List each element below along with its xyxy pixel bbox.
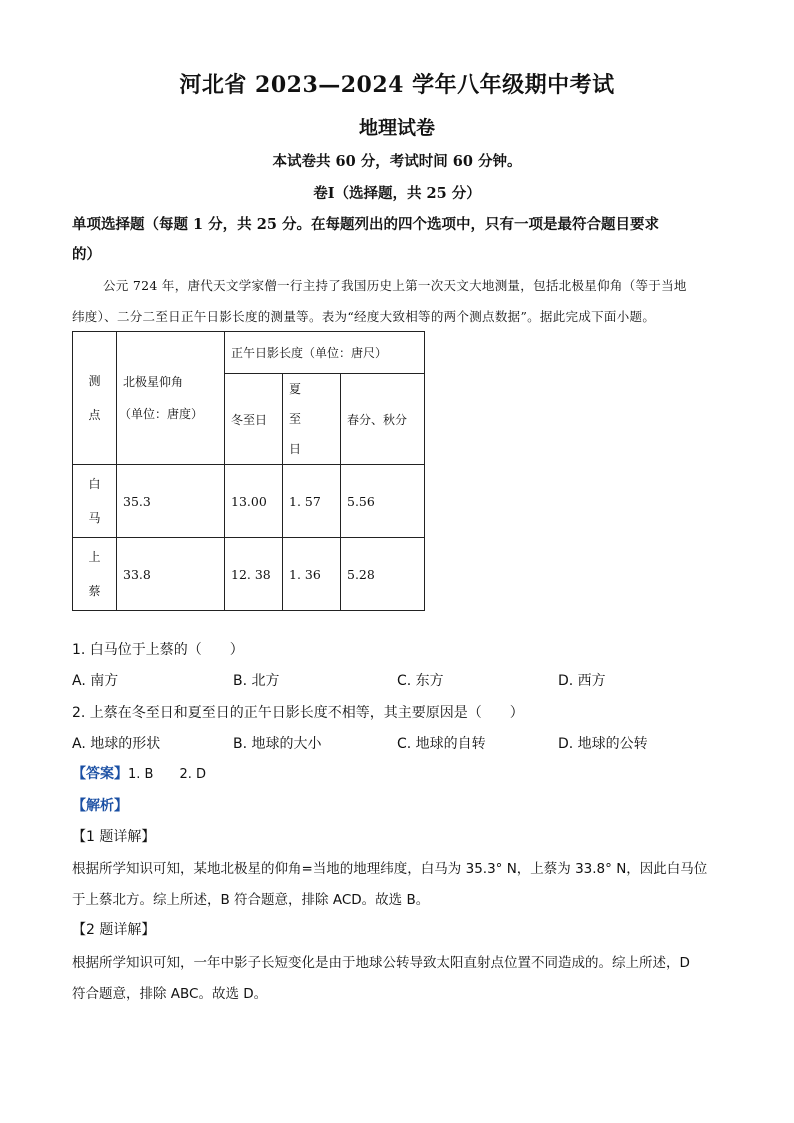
header-winter-text: 冬至日 xyxy=(231,412,268,427)
polaris-value: 33.8 xyxy=(117,538,225,611)
polaris-value: 35.3 xyxy=(117,465,225,538)
question-2-option-b[interactable]: B. 地球的大小 xyxy=(233,736,322,752)
header-summer-text: 夏至日 xyxy=(289,382,312,456)
header-polaris-unit: （单位：唐度） xyxy=(119,407,204,421)
q2-detail-line1: 根据所学知识可知，一年中影子长短变化是由于地球公转导致太阳直射点位置不同造成的。综上所述，D xyxy=(72,955,690,971)
question-1-option-b[interactable]: B. 北方 xyxy=(233,673,280,689)
analysis-label: 【解析】 xyxy=(72,798,128,814)
header-cell-polaris xyxy=(117,332,225,465)
answer-row xyxy=(72,763,206,783)
q1-detail-label: 【1 题详解】 xyxy=(72,829,156,845)
header-cell-shadow xyxy=(225,332,425,374)
header-point-text: 测点 xyxy=(88,374,101,422)
header-cell-point xyxy=(73,332,117,465)
question-2-option-d[interactable]: D. 地球的公转 xyxy=(558,736,648,752)
summer-value: 1. 36 xyxy=(283,538,341,611)
question-1-option-d[interactable]: D. 西方 xyxy=(558,673,606,689)
question-1-option-a[interactable]: A. 南方 xyxy=(72,673,119,689)
q2-detail-line2: 符合题意，排除 ABC。故选 D。 xyxy=(72,986,268,1002)
q1-detail-line1: 根据所学知识可知，某地北极星的仰角=当地的地理纬度，白马为 35.3° N，上蔡为 33.8° N，因此白马位 xyxy=(72,861,708,877)
q1-detail-line2: 于上蔡北方。综上所述，B 符合题意，排除 ACD。故选 B。 xyxy=(72,892,430,908)
header-polaris-text: 北极星仰角 xyxy=(123,375,184,389)
answer-value-2: 2. D xyxy=(179,767,207,782)
header-cell-equinox xyxy=(341,374,425,465)
question-1-option-c[interactable]: C. 东方 xyxy=(397,673,444,689)
summer-value: 1. 57 xyxy=(283,465,341,538)
passage-line2: 纬度）、二分二至日正午日影长度的测量等。表为“经度大致相等的两个测点数据”。据此完成下面小题。 xyxy=(72,309,656,324)
point-name: 白马 xyxy=(88,477,101,525)
q2-detail-label: 【2 题详解】 xyxy=(72,922,156,938)
answer-label: 【答案】 xyxy=(72,766,128,782)
question-2-option-a[interactable]: A. 地球的形状 xyxy=(72,736,161,752)
winter-value: 12. 38 xyxy=(225,538,283,611)
question-1-stem: 1. 白马位于上蔡的（ ） xyxy=(72,642,244,658)
section-instruction-line2: 的） xyxy=(72,246,101,263)
table-row xyxy=(73,538,425,611)
header-equinox-text: 春分、秋分 xyxy=(347,412,408,427)
part-heading: 卷Ⅰ（选择题，共 25 分） xyxy=(313,185,481,202)
equinox-value: 5.56 xyxy=(341,465,425,538)
header-cell-summer xyxy=(283,374,341,465)
question-2-stem: 2. 上蔡在冬至日和夏至日的正午日影长度不相等，其主要原因是（ ） xyxy=(72,705,524,721)
table-row xyxy=(73,465,425,538)
winter-value: 13.00 xyxy=(225,465,283,538)
subject-title: 地理试卷 xyxy=(358,117,435,139)
exam-info: 本试卷共 60 分，考试时间 60 分钟。 xyxy=(272,153,522,170)
question-2-option-c[interactable]: C. 地球的自转 xyxy=(397,736,486,752)
equinox-value: 5.28 xyxy=(341,538,425,611)
point-name: 上蔡 xyxy=(88,550,101,598)
header-cell-winter xyxy=(225,374,283,465)
answer-value-1: 1. B xyxy=(128,767,154,782)
section-instruction-line1: 单项选择题（每题 1 分，共 25 分。在每题列出的四个选项中，只有一项是最符合题目要求 xyxy=(72,216,659,233)
header-shadow-text: 正午日影长度（单位：唐尺） xyxy=(231,346,388,360)
exam-title: 河北省 2023—2024 学年八年级期中考试 xyxy=(179,72,615,98)
passage-line1: 公元 724 年，唐代天文学家僧一行主持了我国历史上第一次天文大地测量，包括北极星仰角（等于当地 xyxy=(103,278,687,293)
measurement-table xyxy=(72,331,425,611)
